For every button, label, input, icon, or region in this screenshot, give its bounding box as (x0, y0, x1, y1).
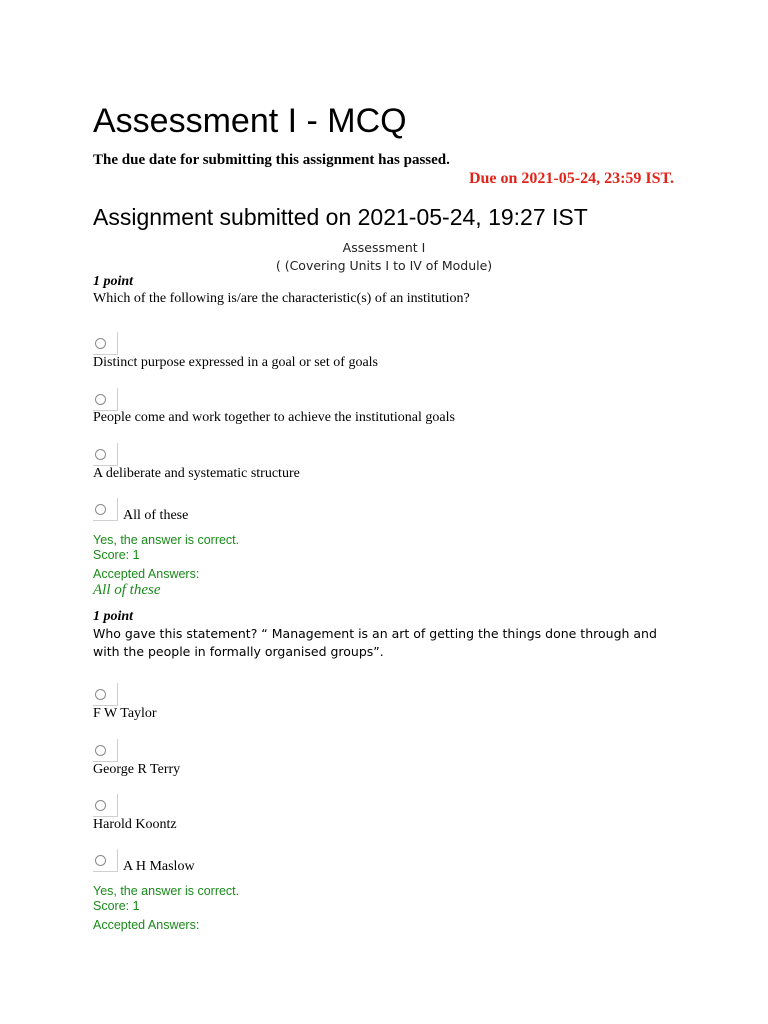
question-1-option-3-label: A deliberate and systematic structure (93, 466, 300, 481)
question-2-accepted-label: Accepted Answers: (93, 918, 200, 932)
radio-icon (95, 855, 106, 866)
question-1-option-4-radio[interactable] (93, 498, 118, 521)
submission-timestamp: Assignment submitted on 2021-05-24, 19:27 IST (93, 204, 588, 230)
radio-icon (95, 745, 106, 756)
question-2-points: 1 point (93, 609, 134, 624)
question-2-option-4-label: A H Maslow (123, 859, 195, 874)
question-2-option-1-label: F W Taylor (93, 706, 157, 721)
question-1-feedback: Yes, the answer is correct. (93, 533, 240, 547)
question-2-option-3-radio[interactable] (93, 794, 118, 817)
radio-icon (95, 800, 106, 811)
radio-icon (95, 689, 106, 700)
due-date-passed-notice: The due date for submitting this assignment has passed. (93, 152, 450, 168)
question-1-points: 1 point (93, 274, 134, 289)
question-1-accepted-answer: All of these (93, 582, 161, 598)
question-1-option-3-radio[interactable] (93, 443, 118, 466)
question-2-option-1-radio[interactable] (93, 683, 118, 706)
question-1-option-2-label: People come and work together to achieve the institutional goals (93, 410, 455, 425)
question-2-option-4-radio[interactable] (93, 849, 118, 872)
radio-icon (95, 504, 106, 515)
radio-icon (95, 338, 106, 349)
radio-icon (95, 394, 106, 405)
question-2-option-3-label: Harold Koontz (93, 817, 177, 832)
question-2-feedback: Yes, the answer is correct. (93, 884, 240, 898)
question-2-text: Who gave this statement? “ Management is an art of getting the things done through and with the people in formally organised groups”. (93, 626, 657, 659)
question-1-option-2-radio[interactable] (93, 388, 118, 411)
page-title: Assessment I - MCQ (93, 102, 407, 140)
due-date: Due on 2021-05-24, 23:59 IST. (468, 170, 674, 187)
question-2-option-2-label: George R Terry (93, 762, 181, 777)
question-1-accepted-label: Accepted Answers: (93, 567, 200, 581)
question-1-option-1-radio[interactable] (93, 332, 118, 355)
assessment-header-line2: ( (Covering Units I to IV of Module) (275, 258, 493, 273)
question-2-score: Score: 1 (93, 899, 140, 913)
question-1-text: Which of the following is/are the characteristic(s) of an institution? (93, 291, 470, 306)
question-1-option-1-label: Distinct purpose expressed in a goal or set of goals (93, 355, 378, 370)
question-1-score: Score: 1 (93, 548, 140, 562)
question-1-option-4-label: All of these (123, 508, 189, 523)
radio-icon (95, 449, 106, 460)
assessment-header-line1: Assessment I (342, 240, 426, 255)
question-2-option-2-radio[interactable] (93, 739, 118, 762)
